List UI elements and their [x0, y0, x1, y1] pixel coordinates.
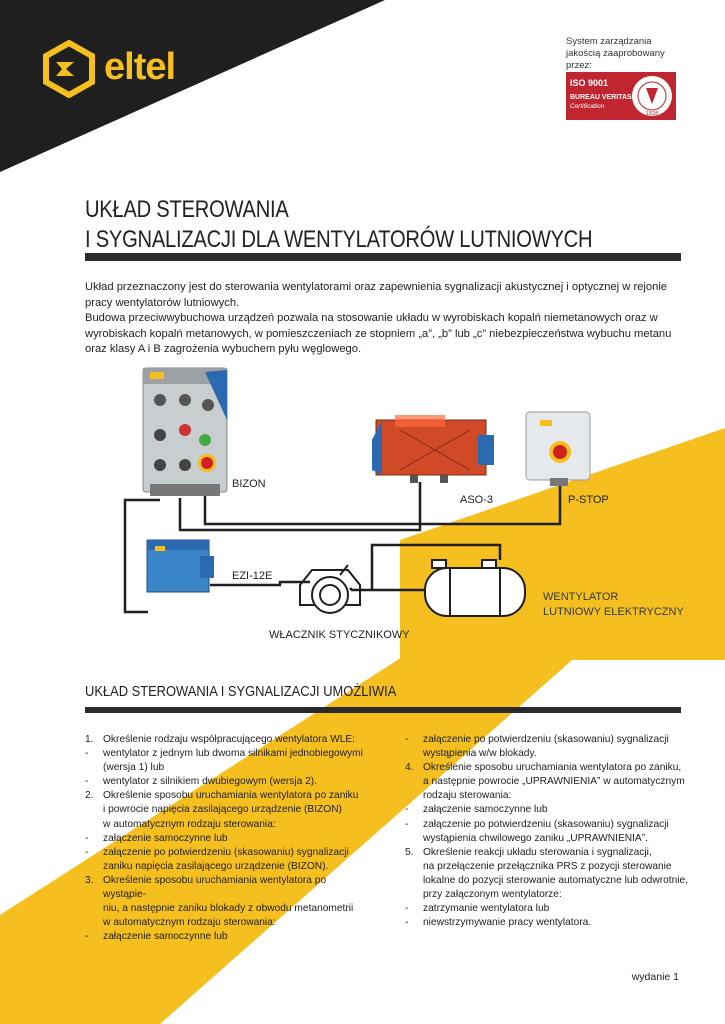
list-item — [85, 916, 370, 930]
list-marker: - — [85, 776, 89, 788]
list-text: lokalne do pozycji sterowanie automatyczne lub odwrotnie, — [423, 874, 689, 886]
list-text: na przełączenie przełącznika PRS z pozycji sterowanie — [423, 860, 672, 872]
logo-text: eltel — [104, 46, 176, 88]
list-marker: 5. — [405, 846, 414, 858]
list-marker: 4. — [405, 762, 414, 774]
list-item — [85, 902, 370, 916]
list-item — [85, 818, 370, 832]
list-item — [405, 916, 695, 930]
list-item — [85, 846, 370, 860]
list-marker: 3. — [85, 874, 94, 886]
list-right-column — [405, 733, 695, 930]
list-marker: - — [405, 818, 409, 830]
list-item — [85, 874, 370, 902]
eltel-logo — [40, 40, 210, 98]
list-item — [405, 832, 695, 846]
list-text: przy załączonym wentylatorze: — [423, 889, 562, 901]
label-pstop: P-STOP — [568, 494, 609, 506]
intro-text — [85, 280, 681, 358]
list-marker — [85, 803, 103, 817]
pstop-box — [526, 412, 590, 486]
iso-badge-org: BUREAU VERITAS — [570, 94, 632, 101]
list-marker — [85, 818, 103, 832]
list-item — [405, 902, 695, 916]
list-item — [85, 761, 370, 775]
list-text: wystąpienia chwilowego zaniku „UPRAWNIENIA”. — [423, 832, 648, 844]
list-text: załączenie samoczynne lub — [103, 832, 228, 844]
title-line-1: UKŁAD STEROWANIA — [85, 196, 289, 223]
label-aso3: ASO-3 — [460, 494, 494, 506]
list-item — [405, 818, 695, 832]
list-marker — [85, 860, 103, 874]
list-text: niu, a następnie zaniku blokady z obwodu metanometrii — [103, 903, 354, 915]
list-item — [405, 789, 695, 803]
list-marker — [405, 860, 423, 874]
list-item — [405, 803, 695, 817]
certification-text: System zarządzania jakością zaaprobowany przez: — [566, 36, 665, 71]
list-text: Określenie rodzaju współpracującego wentylatora WLE: — [103, 734, 355, 745]
list-marker: - — [405, 734, 409, 745]
list-marker — [405, 775, 423, 789]
list-item — [405, 733, 695, 747]
list-text: załączenie samoczynne lub — [103, 931, 228, 943]
list-marker: - — [85, 846, 89, 858]
list-item — [405, 747, 695, 761]
list-item — [85, 775, 370, 789]
list-text: i powrocie napięcia zasilającego urządzenie (BIZON) — [103, 804, 342, 816]
list-item — [405, 846, 695, 860]
label-fan-line-2: LUTNIOWY ELEKTRYCZNY — [543, 606, 684, 618]
page-title — [85, 195, 593, 255]
list-marker: - — [85, 931, 89, 943]
logo-hexagon-icon — [40, 40, 98, 98]
list-item — [85, 930, 370, 944]
fan-symbol — [425, 560, 525, 616]
list-text: Określenie sposobu uruchamiania wentylatora po zaniku, — [423, 762, 682, 774]
list-text: rodzaju sterowania: — [423, 790, 512, 802]
list-marker: 1. — [85, 734, 94, 745]
list-text: zatrzymanie wentylatora lub — [423, 903, 550, 915]
bizon-control-box — [143, 368, 227, 496]
list-marker: 2. — [85, 790, 94, 802]
list-item — [85, 789, 370, 803]
intro-paragraph-1: Układ przeznaczony jest do sterowania wentylatorami oraz zapewnienia sygnalizacji akustycznej i optycznej w rejonie pracy wentylatorów lutniowych. — [85, 281, 668, 309]
label-bizon: BIZON — [232, 478, 266, 490]
list-text: wentylator z jednym lub dwoma silnikami jednobiegowymi — [103, 748, 363, 760]
list-item — [85, 803, 370, 817]
list-text: a następnie powrocie „UPRAWNIENIA” w automatycznym — [423, 776, 685, 788]
list-text: zaniku napięcia zasilającego urządzenie (BIZON). — [103, 860, 329, 872]
label-ezi12e: EZI-12E — [232, 570, 273, 582]
list-item — [405, 860, 695, 874]
list-text: Określenie reakcji układu sterowania i sygnalizacji, — [423, 846, 652, 858]
title-rule — [85, 253, 681, 261]
intro-paragraph-2: Budowa przeciwwybuchowa urządzeń pozwala na stosowanie układu w wyrobiskach kopalń niemetanowych oraz w wyrobiskach kopalń metanowych, w pomieszczeniach ze stopniem „a”, „b” lub „c” niebezpieczeństwa wybuchu metanu oraz klasy A i B zagrożenia wybuchem pyłu węglowego. — [85, 312, 672, 356]
title-line-2: I SYGNALIZACJI DLA WENTYLATORÓW LUTNIOWYCH — [85, 226, 593, 253]
list-text: w automatycznym rodzaju sterowania: — [103, 917, 276, 929]
seal-year: 1828 — [645, 111, 659, 117]
list-marker — [85, 902, 103, 916]
list-text: załączenie po potwierdzeniu (skasowaniu) sygnalizacji — [423, 734, 669, 745]
list-text: wystąpienia w/w blokady. — [423, 748, 537, 760]
list-item — [85, 733, 370, 747]
list-marker: - — [405, 804, 409, 816]
aso3-siren — [372, 415, 494, 483]
list-text: Określenie sposobu uruchamiania wentylatora po zaniku — [103, 790, 359, 802]
section-rule — [85, 707, 681, 713]
list-marker: - — [405, 903, 409, 915]
list-marker — [85, 916, 103, 930]
list-text: wentylator z silnikiem dwubiegowym (wersja 2). — [103, 776, 318, 788]
list-marker: - — [85, 832, 89, 844]
list-item — [85, 832, 370, 846]
list-left-column — [85, 733, 370, 944]
list-text: Określenie sposobu uruchamiania wentylatora po wystąpie- — [103, 874, 327, 901]
list-item — [405, 888, 695, 902]
bureau-veritas-seal-icon — [630, 74, 674, 118]
list-text: w automatycznym rodzaju sterowania: — [103, 818, 276, 830]
iso-badge-title: ISO 9001 — [570, 78, 609, 88]
list-text: załączenie po potwierdzeniu (skasowaniu) sygnalizacji — [103, 846, 349, 858]
label-fan-line-1: WENTYLATOR — [543, 591, 619, 603]
list-item — [405, 761, 695, 775]
ezi12e-box — [147, 540, 214, 592]
list-marker — [405, 789, 423, 803]
list-item — [85, 860, 370, 874]
list-marker: - — [85, 748, 89, 760]
list-item — [405, 874, 695, 888]
iso-9001-badge — [566, 72, 676, 120]
list-text: załączenie samoczynne lub — [423, 804, 548, 816]
list-marker — [405, 832, 423, 846]
label-contactor: WŁACZNIK STYCZNIKOWY — [269, 629, 410, 641]
list-text: załączenie po potwierdzeniu (skasowaniu) sygnalizacji — [423, 818, 669, 830]
section-heading: UKŁAD STEROWANIA I SYGNALIZACJI UMOŻLIWIA — [85, 683, 397, 700]
list-text: (wersja 1) lub — [103, 762, 165, 774]
list-item — [405, 775, 695, 789]
list-marker — [405, 874, 423, 888]
list-marker — [85, 761, 103, 775]
list-marker — [405, 888, 423, 902]
iso-badge-cert: Certification — [570, 103, 605, 110]
list-marker: - — [405, 917, 409, 929]
list-marker — [405, 747, 423, 761]
list-item — [85, 747, 370, 761]
edition-label: wydanie 1 — [631, 971, 679, 983]
list-text: niewstrzymywanie pracy wentylatora. — [423, 917, 592, 929]
